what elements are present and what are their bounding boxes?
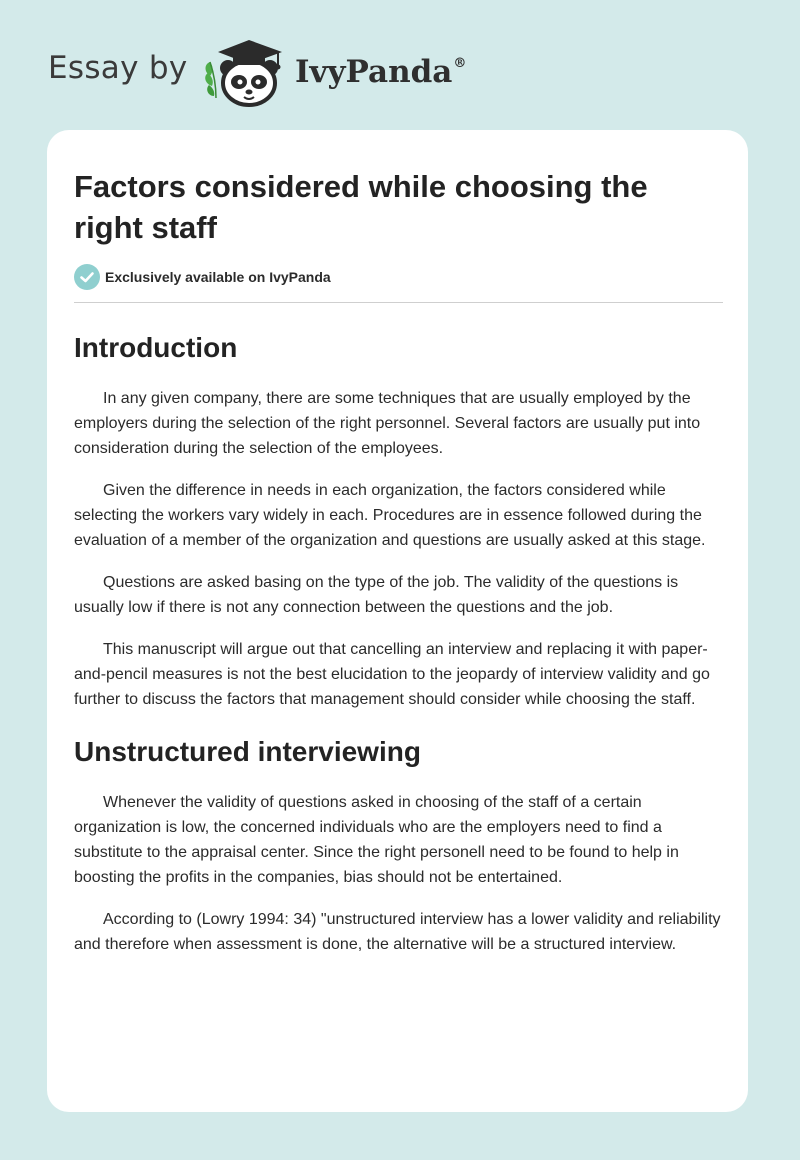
section-heading-introduction: Introduction xyxy=(74,332,238,363)
essay-body xyxy=(74,320,724,974)
exclusive-text: Exclusively available on IvyPanda xyxy=(105,269,331,285)
section-heading-unstructured-interviewing: Unstructured interviewing xyxy=(74,736,421,767)
essay-by-label: Essay by xyxy=(48,50,188,86)
paragraph: According to (Lowry 1994: 34) "unstructured interview has a lower validity and reliability and therefore when assessment is done, the alternative will be a structured interview. xyxy=(74,911,721,953)
brand-name[interactable]: IvyPanda® xyxy=(295,54,467,90)
exclusive-badge xyxy=(74,264,331,290)
paragraph: Whenever the validity of questions asked in choosing of the staff of a certain organization is low, the concerned individuals who are the employers need to find a substitute to the appraisal center. Since the right personell need to be found to help in boosting the profits in the companies, bias should not be entertained. xyxy=(74,794,679,886)
title-divider xyxy=(74,302,723,303)
check-circle-icon xyxy=(74,264,100,290)
panda-graduate-icon[interactable] xyxy=(200,36,292,108)
paragraph: Given the difference in needs in each organization, the factors considered while selecting the workers vary widely in each. Procedures are in essence followed during the evaluation of a member of the organization and questions are usually asked at this stage. xyxy=(74,482,706,549)
site-header xyxy=(0,0,800,130)
paragraph: This manuscript will argue out that cancelling an interview and replacing it with paper-and-pencil measures is not the best elucidation to the jeopardy of interview validity and go further to discuss the factors that management should consider while choosing the staff. xyxy=(74,641,710,708)
essay-card xyxy=(47,130,748,1112)
registered-mark: ® xyxy=(453,56,467,71)
page-title: Factors considered while choosing the right staff xyxy=(74,169,648,245)
paragraph: Questions are asked basing on the type of the job. The validity of the questions is usually low if there is not any connection between the questions and the job. xyxy=(74,574,679,616)
paragraph: In any given company, there are some techniques that are usually employed by the employers during the selection of the right personnel. Several factors are usually put into consideration during the selection of the employees. xyxy=(74,390,701,457)
